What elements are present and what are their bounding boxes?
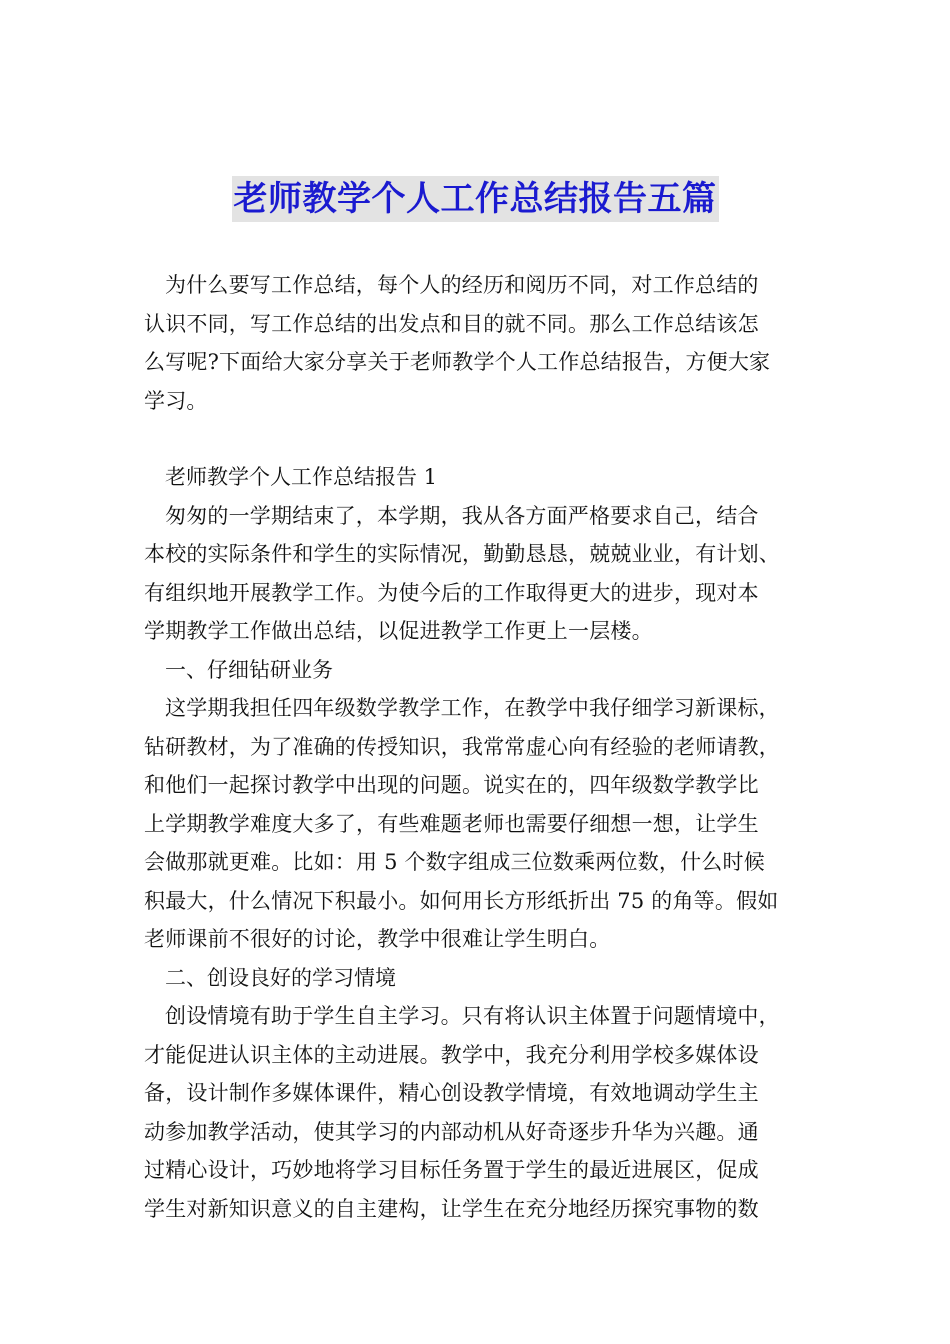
document-title: 老师教学个人工作总结报告五篇 — [232, 176, 719, 222]
intro-line: 为什么要写工作总结，每个人的经历和阅历不同，对工作总结的 — [165, 273, 759, 297]
paragraph-line: 和他们一起探讨教学中出现的问题。说实在的，四年级数学教学比 — [144, 773, 759, 797]
title-container — [0, 176, 950, 222]
paragraph-line: 备，设计制作多媒体课件，精心创设教学情境，有效地调动学生主 — [144, 1081, 759, 1105]
report-heading: 老师教学个人工作总结报告 1 — [165, 465, 438, 489]
report-paragraph-1 — [144, 497, 824, 651]
intro-paragraph — [144, 266, 824, 420]
paragraph-line: 匆匆的一学期结束了，本学期，我从各方面严格要求自己，结合 — [165, 503, 759, 528]
report-paragraph-2 — [144, 689, 824, 959]
section-heading-1: 一、仔细钻研业务 — [165, 657, 333, 682]
paragraph-line: 上学期教学难度大多了，有些难题老师也需要仔细想一想，让学生 — [144, 811, 759, 836]
document-body — [144, 266, 824, 1228]
intro-line: 认识不同，写工作总结的出发点和目的就不同。那么工作总结该怎 — [144, 311, 759, 336]
paragraph-line: 本校的实际条件和学生的实际情况，勤勤恳恳，兢兢业业，有计划、 — [144, 542, 780, 566]
paragraph-line: 动参加教学活动，使其学习的内部动机从好奇逐步升华为兴趣。通 — [144, 1119, 759, 1144]
paragraph-line: 会做那就更难。比如：用 5 个数字组成三位数乘两位数，什么时候 — [144, 850, 765, 874]
intro-line: 么写呢?下面给大家分享关于老师教学个人工作总结报告，方便大家 — [144, 350, 771, 374]
paragraph-line: 积最大，什么情况下积最小。如何用长方形纸折出 75 的角等。假如 — [144, 888, 779, 913]
paragraph-line: 创设情境有助于学生自主学习。只有将认识主体置于问题情境中， — [165, 1004, 780, 1028]
paragraph-line: 这学期我担任四年级数学教学工作，在教学中我仔细学习新课标， — [165, 696, 780, 720]
paragraph-gap — [144, 420, 824, 458]
paragraph-line: 学生对新知识意义的自主建构，让学生在充分地经历探究事物的数 — [144, 1196, 759, 1221]
paragraph-line: 老师课前不很好的讨论，教学中很难让学生明白。 — [144, 927, 611, 951]
intro-line: 学习。 — [144, 388, 208, 413]
section-heading-2: 二、创设良好的学习情境 — [165, 965, 396, 990]
paragraph-line: 学期教学工作做出总结，以促进教学工作更上一层楼。 — [144, 619, 653, 643]
paragraph-line: 才能促进认识主体的主动进展。教学中，我充分利用学校多媒体设 — [144, 1042, 759, 1067]
paragraph-line: 过精心设计，巧妙地将学习目标任务置于学生的最近进展区，促成 — [144, 1158, 759, 1182]
paragraph-line: 钻研教材，为了准确的传授知识，我常常虚心向有经验的老师请教， — [144, 734, 780, 759]
paragraph-line: 有组织地开展教学工作。为使今后的工作取得更大的进步，现对本 — [144, 580, 759, 605]
report-paragraph-3 — [144, 997, 824, 1228]
